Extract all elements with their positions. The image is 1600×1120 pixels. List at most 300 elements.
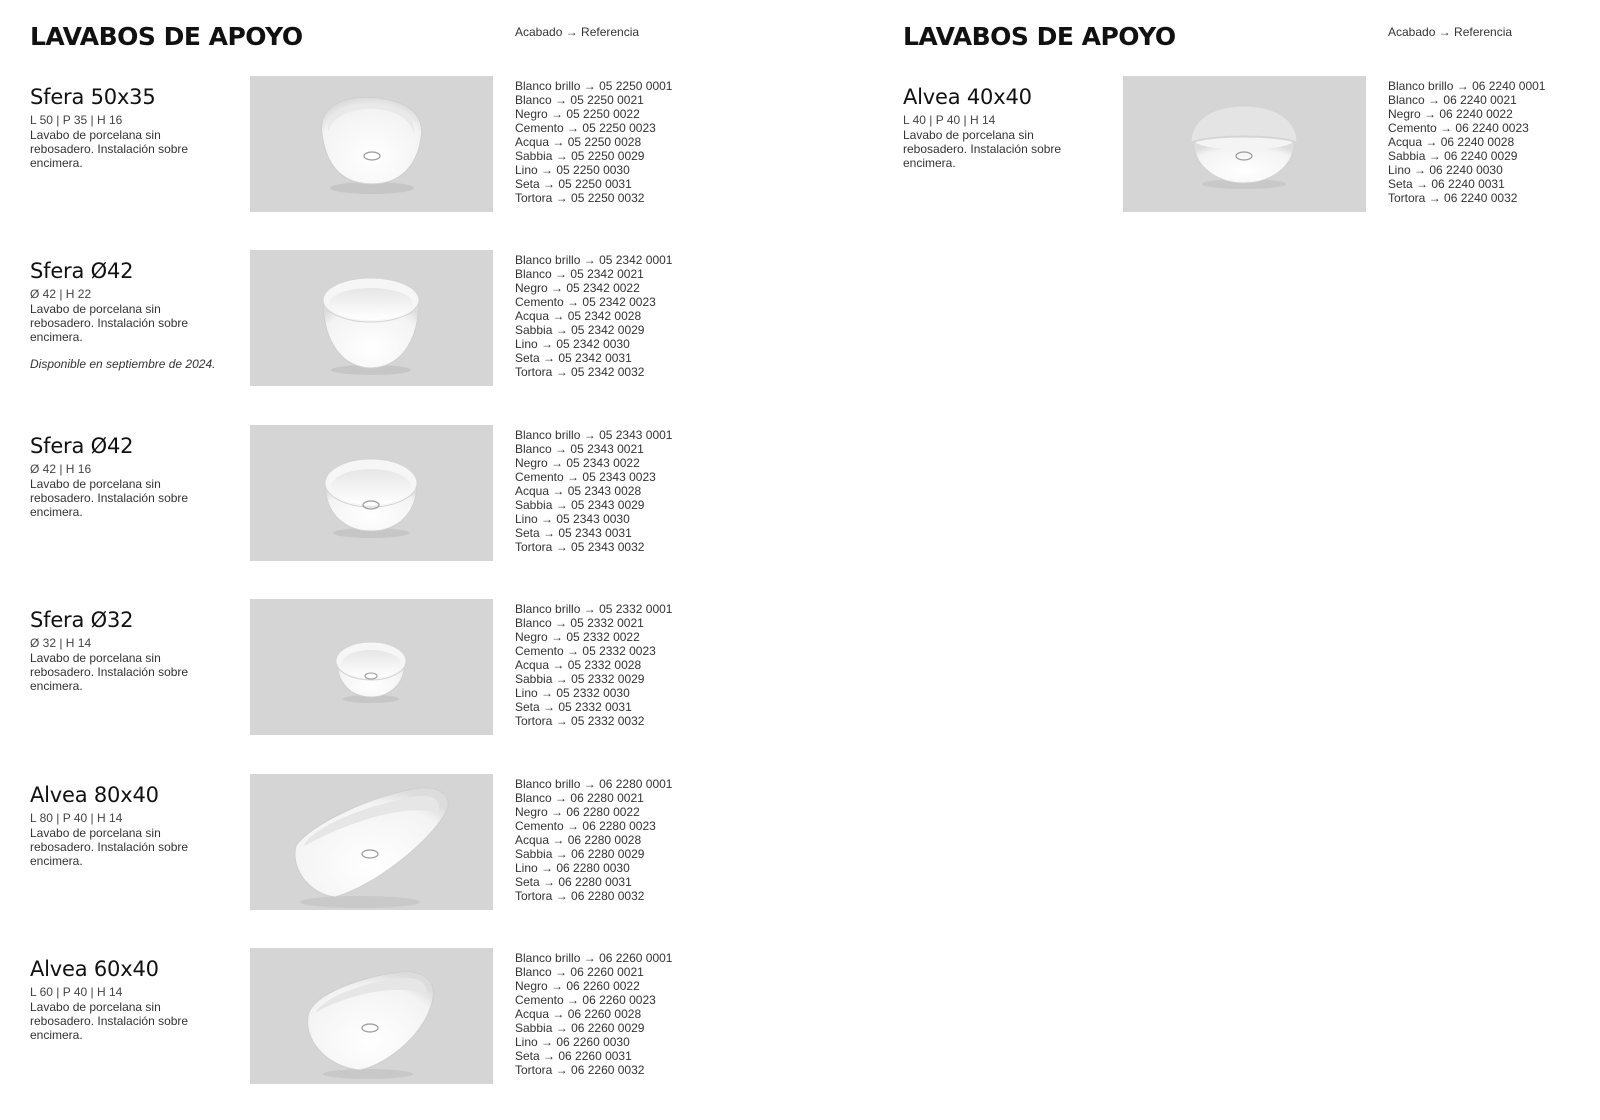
product-dimensions: L 80 | P 40 | H 14 xyxy=(30,810,123,825)
product-name: Sfera Ø42 xyxy=(30,433,134,458)
finish-name: Negro xyxy=(1388,107,1421,121)
arrow-icon: → xyxy=(552,483,565,498)
reference-code: 05 2343 0031 xyxy=(558,525,632,540)
finish-code-item xyxy=(515,498,672,512)
reference-code: 06 2280 0021 xyxy=(570,790,644,805)
reference-code: 05 2342 0028 xyxy=(567,309,642,324)
arrow-icon: → xyxy=(1428,191,1441,205)
arrow-icon: → xyxy=(555,149,568,163)
finish-name: Cemento xyxy=(515,644,564,659)
reference-code: 05 2343 0032 xyxy=(571,539,645,554)
reference-code: 06 2240 0028 xyxy=(1440,135,1515,149)
finish-code-list xyxy=(515,428,672,554)
product-description: Lavabo de porcelana sin rebosadero. Instalación sobre encimera. xyxy=(903,128,1062,170)
finish-name: Blanco brillo xyxy=(515,776,581,791)
finish-name: Seta xyxy=(515,874,540,889)
arrow-icon: → xyxy=(583,79,596,93)
finish-code-item xyxy=(515,442,672,456)
finish-code-list xyxy=(1388,79,1545,205)
reference-code: 05 2250 0029 xyxy=(571,149,645,163)
arrow-icon: → xyxy=(555,539,568,554)
finish-name: Seta xyxy=(515,177,540,191)
reference-code: 06 2240 0029 xyxy=(1444,149,1518,163)
finish-code-item xyxy=(515,337,672,351)
arrow-icon: → xyxy=(555,965,568,979)
finish-code-item xyxy=(515,107,672,121)
finish-name: Sabbia xyxy=(515,149,553,163)
reference-code: 05 2250 0030 xyxy=(556,163,630,177)
finish-name: Acqua xyxy=(1388,135,1423,149)
product-photo xyxy=(250,76,493,212)
finish-code-item xyxy=(515,847,672,861)
reference-code: 05 2250 0023 xyxy=(582,121,656,135)
reference-code: 06 2280 0032 xyxy=(571,888,645,903)
finish-code-item xyxy=(515,79,672,93)
reference-code: 05 2250 0032 xyxy=(571,191,645,205)
finish-name: Negro xyxy=(515,979,548,993)
finish-code-item xyxy=(515,163,672,177)
finish-name: Cemento xyxy=(515,121,564,135)
finish-code-item xyxy=(1388,135,1545,149)
finish-name: Negro xyxy=(515,107,548,121)
finish-code-item xyxy=(515,889,672,903)
reference-code: 06 2260 0021 xyxy=(570,965,644,979)
arrow-icon: → xyxy=(1440,121,1453,135)
basin-illustration xyxy=(250,76,493,212)
product-entry xyxy=(873,79,1600,225)
arrow-icon: → xyxy=(555,267,568,282)
finish-name: Cemento xyxy=(515,818,564,833)
reference-code: 05 2342 0032 xyxy=(571,365,645,380)
finish-code-item xyxy=(515,993,672,1007)
catalog-page-right xyxy=(873,0,1600,1120)
finish-name: Lino xyxy=(515,686,538,701)
finish-name: Cemento xyxy=(515,295,564,310)
reference-code: 06 2280 0031 xyxy=(558,874,632,889)
arrow-icon: → xyxy=(543,351,556,366)
finish-code-list xyxy=(515,602,672,728)
finish-code-item xyxy=(515,526,672,540)
arrow-icon: → xyxy=(1425,135,1438,149)
finish-name: Blanco brillo xyxy=(515,951,581,965)
finish-code-item xyxy=(515,295,672,309)
arrow-icon: → xyxy=(541,1035,554,1049)
reference-code: 05 2342 0021 xyxy=(570,267,644,282)
arrow-icon: → xyxy=(567,993,580,1007)
finish-name: Lino xyxy=(515,163,538,177)
reference-code: 06 2240 0001 xyxy=(1472,79,1546,93)
finish-name: Blanco xyxy=(515,616,552,631)
finish-code-item xyxy=(515,1007,672,1021)
reference-code: 06 2240 0031 xyxy=(1431,177,1505,191)
finish-code-item xyxy=(515,121,672,135)
finish-code-item xyxy=(515,602,672,616)
product-dimensions: L 40 | P 40 | H 14 xyxy=(903,113,996,127)
finish-name: Sabbia xyxy=(515,1021,553,1035)
finish-name: Cemento xyxy=(515,469,564,484)
finish-code-item xyxy=(515,191,672,205)
finish-code-item xyxy=(515,819,672,833)
reference-code: 05 2332 0032 xyxy=(571,714,645,729)
product-entry xyxy=(0,427,800,574)
reference-code: 05 2332 0029 xyxy=(571,672,645,687)
finish-name: Blanco xyxy=(515,93,552,107)
product-description: Lavabo de porcelana sin rebosadero. Instalación sobre encimera. xyxy=(30,476,189,519)
arrow-icon: → xyxy=(583,427,596,442)
product-name: Alvea 60x40 xyxy=(30,957,159,981)
product-entry xyxy=(0,602,800,748)
arrow-icon: → xyxy=(555,191,568,205)
finish-name: Acqua xyxy=(515,135,550,149)
finish-code-item xyxy=(515,484,672,498)
reference-code: 06 2240 0030 xyxy=(1429,163,1503,177)
product-entry xyxy=(0,951,800,1097)
finish-code-item xyxy=(515,281,672,295)
product-photo xyxy=(250,425,493,561)
reference-code: 06 2280 0022 xyxy=(566,804,640,819)
finish-code-item xyxy=(515,93,672,107)
finish-code-item xyxy=(515,700,672,714)
product-dimensions: Ø 32 | H 14 xyxy=(30,636,92,651)
product-photo xyxy=(250,599,493,735)
product-name: Alvea 80x40 xyxy=(30,782,159,807)
arrow-icon: → xyxy=(555,93,568,107)
availability-note: Disponible en septiembre de 2024. xyxy=(30,357,216,372)
product-description: Lavabo de porcelana sin rebosadero. Instalación sobre encimera. xyxy=(30,302,189,345)
product-dimensions: Ø 42 | H 22 xyxy=(30,287,92,302)
finish-code-item xyxy=(515,777,672,791)
finish-name: Negro xyxy=(515,630,548,645)
finish-code-item xyxy=(515,714,672,728)
product-name: Sfera 50x35 xyxy=(30,85,156,109)
finish-code-list xyxy=(515,777,672,903)
arrow-icon: → xyxy=(555,790,568,805)
reference-code: 06 2260 0031 xyxy=(558,1049,632,1063)
finish-code-item xyxy=(1388,149,1545,163)
finish-code-item xyxy=(515,951,672,965)
finish-code-list xyxy=(515,951,672,1077)
product-photo xyxy=(1123,76,1366,212)
product-description: Lavabo de porcelana sin rebosadero. Instalación sobre encimera. xyxy=(30,651,189,694)
finish-code-item xyxy=(515,540,672,554)
finish-name: Blanco brillo xyxy=(515,79,581,93)
arrow-icon: → xyxy=(567,295,580,310)
arrow-icon: → xyxy=(567,121,580,135)
arrow-icon: → xyxy=(555,365,568,380)
finish-code-item xyxy=(515,365,672,379)
finish-code-item xyxy=(515,965,672,979)
finish-name: Blanco xyxy=(515,790,552,805)
reference-code: 06 2240 0021 xyxy=(1443,93,1517,107)
reference-code: 05 2332 0001 xyxy=(599,602,673,617)
section-title: LAVABOS DE APOYO xyxy=(30,22,303,51)
arrow-icon: → xyxy=(551,979,564,993)
arrow-icon: → xyxy=(551,630,564,645)
arrow-icon: → xyxy=(583,253,596,268)
finish-name: Blanco xyxy=(515,965,552,979)
finish-name: Sabbia xyxy=(515,497,553,512)
reference-code: 06 2280 0028 xyxy=(567,832,642,847)
product-dimensions: Ø 42 | H 16 xyxy=(30,461,92,476)
arrow-icon: → xyxy=(555,714,568,729)
finish-code-item xyxy=(515,323,672,337)
arrow-icon: → xyxy=(555,1063,568,1077)
arrow-icon: → xyxy=(555,846,568,861)
reference-code: 05 2250 0031 xyxy=(558,177,632,191)
reference-code: 05 2332 0028 xyxy=(567,658,642,673)
reference-code: 05 2343 0030 xyxy=(556,511,630,526)
finish-reference-legend: Acabado → Referencia xyxy=(1388,25,1513,39)
arrow-icon: → xyxy=(541,163,554,177)
arrow-icon: → xyxy=(555,497,568,512)
reference-code: 05 2343 0028 xyxy=(567,483,642,498)
finish-name: Negro xyxy=(515,281,548,296)
finish-code-item xyxy=(1388,191,1545,205)
arrow-icon: → xyxy=(552,658,565,673)
finish-code-item xyxy=(515,1063,672,1077)
reference-code: 06 2260 0001 xyxy=(599,951,673,965)
product-photo xyxy=(250,948,493,1084)
arrow-icon: → xyxy=(583,776,596,791)
reference-code: 06 2240 0032 xyxy=(1444,191,1518,205)
product-name: Alvea 40x40 xyxy=(903,85,1032,109)
reference-code: 05 2332 0031 xyxy=(558,700,632,715)
reference-code: 06 2280 0001 xyxy=(599,776,673,791)
reference-code: 06 2260 0028 xyxy=(567,1007,642,1021)
finish-code-item xyxy=(1388,93,1545,107)
arrow-icon: → xyxy=(543,700,556,715)
reference-code: 06 2260 0023 xyxy=(582,993,656,1007)
section-title: LAVABOS DE APOYO xyxy=(903,22,1176,51)
finish-code-item xyxy=(515,253,672,267)
arrow-icon: → xyxy=(555,888,568,903)
arrow-icon: → xyxy=(552,1007,565,1021)
arrow-icon: → xyxy=(1416,177,1429,191)
finish-reference-legend: Acabado → Referencia xyxy=(515,25,640,39)
reference-code: 05 2343 0022 xyxy=(566,455,640,470)
arrow-icon: → xyxy=(543,177,556,191)
finish-code-item xyxy=(515,616,672,630)
basin-illustration xyxy=(250,774,493,910)
basin-illustration xyxy=(250,948,493,1084)
reference-code: 06 2260 0030 xyxy=(556,1035,630,1049)
reference-code: 05 2343 0023 xyxy=(582,469,656,484)
arrow-icon: → xyxy=(541,686,554,701)
finish-name: Seta xyxy=(515,525,540,540)
finish-code-item xyxy=(515,979,672,993)
finish-name: Cemento xyxy=(515,993,564,1007)
finish-code-item xyxy=(515,658,672,672)
finish-name: Blanco brillo xyxy=(1388,79,1454,93)
product-name: Sfera Ø32 xyxy=(30,608,134,633)
finish-code-item xyxy=(515,512,672,526)
basin-illustration xyxy=(250,599,493,735)
finish-code-item xyxy=(515,309,672,323)
arrow-icon: → xyxy=(551,281,564,296)
product-entry xyxy=(0,79,800,225)
arrow-icon: → xyxy=(543,874,556,889)
arrow-icon: → xyxy=(583,602,596,617)
reference-code: 05 2342 0031 xyxy=(558,351,632,366)
finish-code-list xyxy=(515,253,672,379)
finish-name: Lino xyxy=(515,1035,538,1049)
arrow-icon: → xyxy=(541,860,554,875)
arrow-icon: → xyxy=(555,323,568,338)
finish-code-item xyxy=(515,875,672,889)
arrow-icon: → xyxy=(1456,79,1469,93)
arrow-icon: → xyxy=(1428,93,1441,107)
arrow-icon: → xyxy=(567,818,580,833)
reference-code: 05 2342 0001 xyxy=(599,253,673,268)
finish-name: Lino xyxy=(1388,163,1411,177)
finish-code-item xyxy=(1388,79,1545,93)
finish-name: Seta xyxy=(515,351,540,366)
reference-code: 06 2280 0030 xyxy=(556,860,630,875)
finish-code-item xyxy=(515,1021,672,1035)
finish-name: Seta xyxy=(515,700,540,715)
basin-illustration xyxy=(250,425,493,561)
finish-code-item xyxy=(515,267,672,281)
arrow-icon: → xyxy=(541,511,554,526)
arrow-icon: → xyxy=(583,951,596,965)
reference-code: 05 2332 0030 xyxy=(556,686,630,701)
arrow-icon: → xyxy=(551,107,564,121)
reference-code: 06 2280 0023 xyxy=(582,818,656,833)
product-entry xyxy=(0,776,800,923)
finish-code-item xyxy=(515,135,672,149)
finish-name: Tortora xyxy=(515,191,553,205)
finish-code-item xyxy=(515,805,672,819)
finish-name: Sabbia xyxy=(515,846,553,861)
basin-illustration xyxy=(1123,76,1366,212)
reference-code: 05 2250 0028 xyxy=(567,135,642,149)
finish-name: Negro xyxy=(515,455,548,470)
product-description: Lavabo de porcelana sin rebosadero. Instalación sobre encimera. xyxy=(30,825,189,868)
finish-name: Acqua xyxy=(515,832,550,847)
finish-code-item xyxy=(515,149,672,163)
finish-code-item xyxy=(515,833,672,847)
product-dimensions: L 50 | P 35 | H 16 xyxy=(30,113,123,127)
finish-name: Tortora xyxy=(515,888,553,903)
finish-name: Sabbia xyxy=(515,323,553,338)
product-description: Lavabo de porcelana sin rebosadero. Instalación sobre encimera. xyxy=(30,128,189,170)
finish-code-list xyxy=(515,79,672,205)
finish-name: Acqua xyxy=(515,1007,550,1021)
arrow-icon: → xyxy=(555,672,568,687)
reference-code: 05 2332 0021 xyxy=(570,616,644,631)
arrow-icon: → xyxy=(543,1049,556,1063)
finish-name: Blanco xyxy=(515,441,552,456)
arrow-icon: → xyxy=(1414,163,1427,177)
arrow-icon: → xyxy=(551,455,564,470)
arrow-icon: → xyxy=(552,135,565,149)
arrow-icon: → xyxy=(551,804,564,819)
finish-name: Lino xyxy=(515,511,538,526)
finish-name: Acqua xyxy=(515,309,550,324)
finish-code-item xyxy=(515,791,672,805)
arrow-icon: → xyxy=(567,644,580,659)
finish-name: Sabbia xyxy=(515,672,553,687)
product-entry xyxy=(0,253,800,399)
finish-code-item xyxy=(515,644,672,658)
finish-code-item xyxy=(515,672,672,686)
reference-code: 05 2342 0029 xyxy=(571,323,645,338)
finish-code-item xyxy=(515,686,672,700)
finish-name: Acqua xyxy=(515,658,550,673)
product-description: Lavabo de porcelana sin rebosadero. Instalación sobre encimera. xyxy=(30,1000,189,1042)
finish-code-item xyxy=(515,428,672,442)
arrow-icon: → xyxy=(555,616,568,631)
reference-code: 06 2240 0022 xyxy=(1439,107,1513,121)
finish-name: Blanco brillo xyxy=(515,602,581,617)
reference-code: 05 2343 0029 xyxy=(571,497,645,512)
reference-code: 05 2332 0023 xyxy=(582,644,656,659)
finish-code-item xyxy=(1388,121,1545,135)
finish-name: Tortora xyxy=(515,539,553,554)
finish-code-item xyxy=(1388,163,1545,177)
finish-name: Tortora xyxy=(515,365,553,380)
finish-name: Tortora xyxy=(1388,191,1426,205)
finish-code-item xyxy=(515,456,672,470)
reference-code: 05 2250 0001 xyxy=(599,79,673,93)
reference-code: 06 2260 0022 xyxy=(566,979,640,993)
finish-name: Seta xyxy=(1388,177,1413,191)
finish-name: Blanco brillo xyxy=(515,253,581,268)
finish-code-item xyxy=(515,177,672,191)
product-dimensions: L 60 | P 40 | H 14 xyxy=(30,985,123,999)
reference-code: 05 2342 0030 xyxy=(556,337,630,352)
finish-code-item xyxy=(515,1049,672,1063)
arrow-icon: → xyxy=(552,832,565,847)
product-name: Sfera Ø42 xyxy=(30,259,134,284)
reference-code: 05 2342 0022 xyxy=(566,281,640,296)
finish-code-item xyxy=(515,630,672,644)
reference-code: 05 2332 0022 xyxy=(566,630,640,645)
finish-name: Sabbia xyxy=(1388,149,1426,163)
finish-name: Blanco brillo xyxy=(515,427,581,442)
finish-code-item xyxy=(515,351,672,365)
finish-name: Lino xyxy=(515,860,538,875)
reference-code: 06 2240 0023 xyxy=(1455,121,1529,135)
reference-code: 05 2343 0001 xyxy=(599,427,673,442)
arrow-icon: → xyxy=(555,1021,568,1035)
finish-code-item xyxy=(515,1035,672,1049)
arrow-icon: → xyxy=(1424,107,1437,121)
product-photo xyxy=(250,250,493,386)
finish-code-item xyxy=(515,861,672,875)
reference-code: 05 2342 0023 xyxy=(582,295,656,310)
basin-illustration xyxy=(250,250,493,386)
reference-code: 05 2250 0022 xyxy=(566,107,640,121)
finish-name: Negro xyxy=(515,804,548,819)
reference-code: 05 2343 0021 xyxy=(570,441,644,456)
finish-name: Lino xyxy=(515,337,538,352)
finish-name: Seta xyxy=(515,1049,540,1063)
finish-name: Tortora xyxy=(515,714,553,729)
finish-code-item xyxy=(515,470,672,484)
finish-code-item xyxy=(1388,107,1545,121)
arrow-icon: → xyxy=(555,441,568,456)
reference-code: 06 2260 0029 xyxy=(571,1021,645,1035)
finish-name: Blanco xyxy=(1388,93,1425,107)
product-photo xyxy=(250,774,493,910)
reference-code: 06 2260 0032 xyxy=(571,1063,645,1077)
reference-code: 05 2250 0021 xyxy=(570,93,644,107)
arrow-icon: → xyxy=(541,337,554,352)
arrow-icon: → xyxy=(543,525,556,540)
reference-code: 06 2280 0029 xyxy=(571,846,645,861)
arrow-icon: → xyxy=(1428,149,1441,163)
